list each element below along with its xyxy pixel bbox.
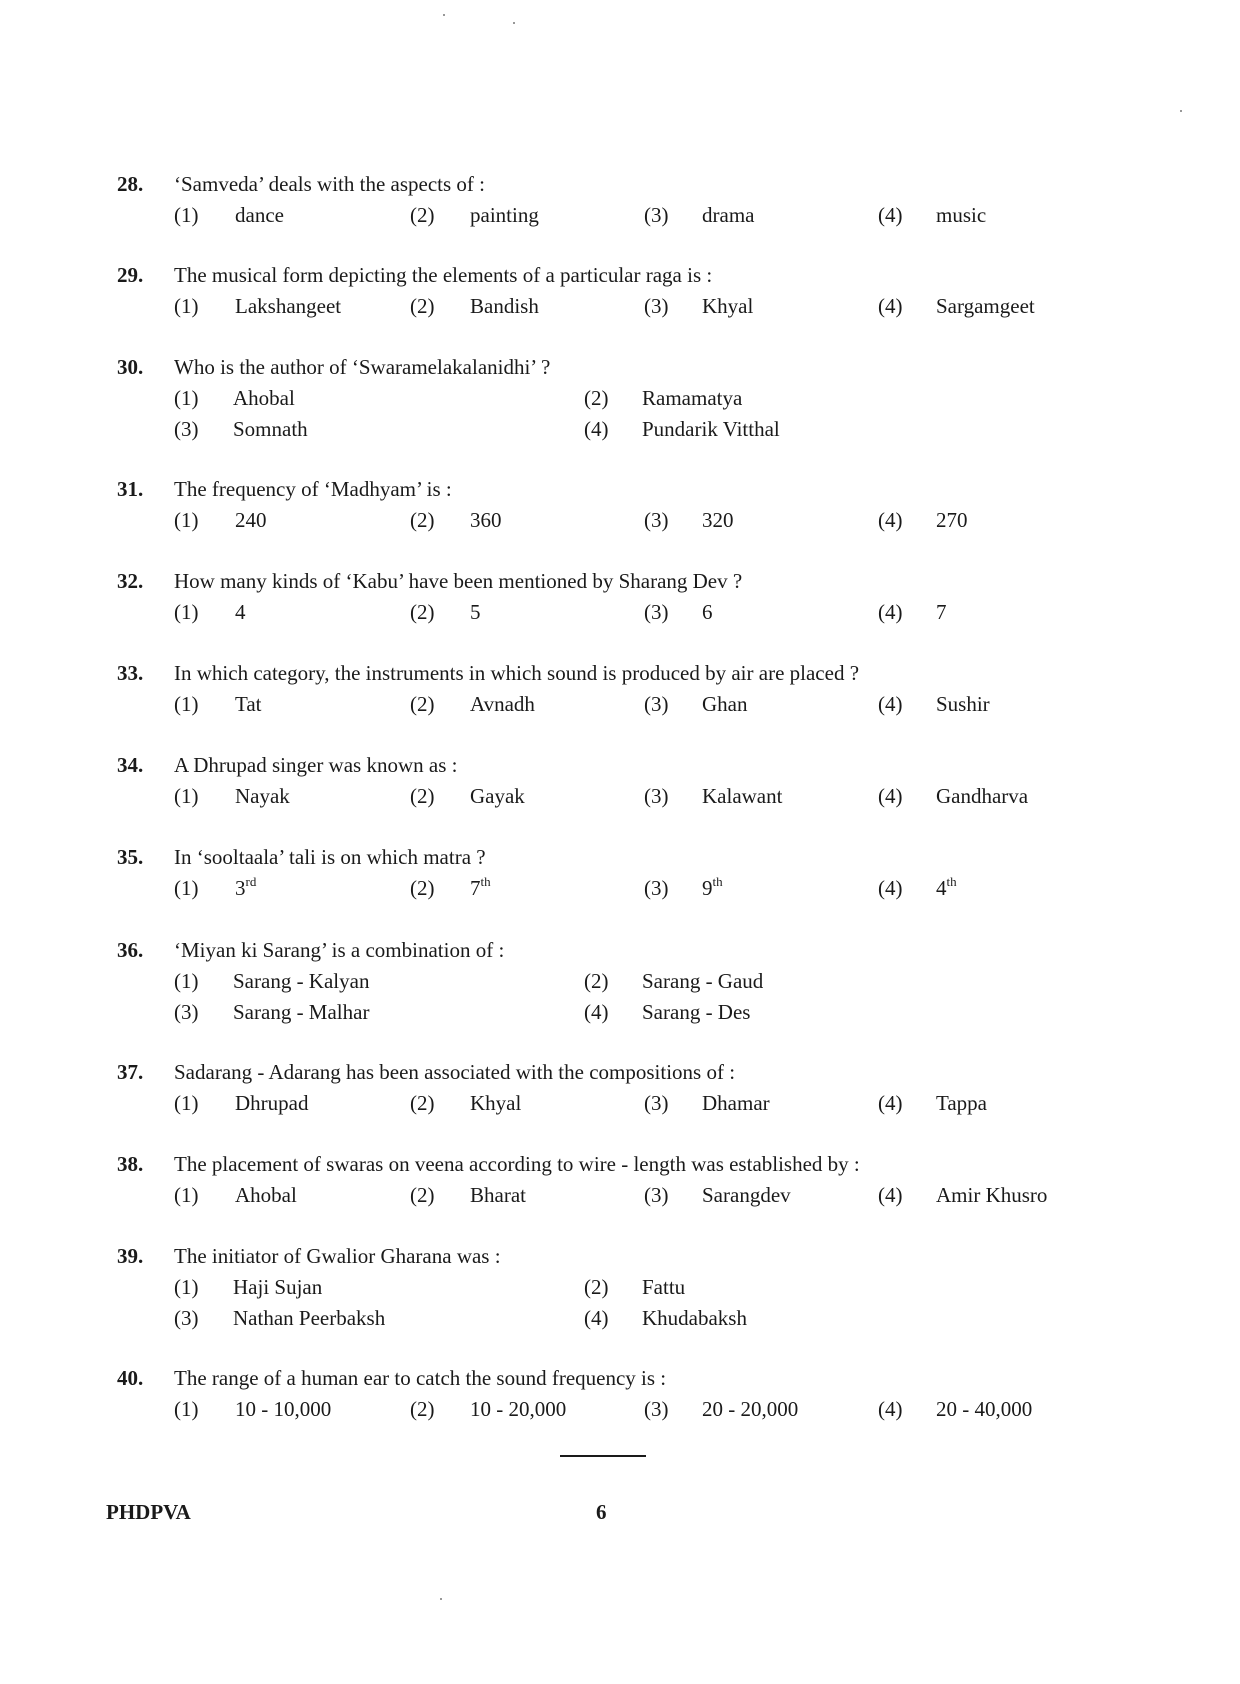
option-number: (1): [174, 1091, 199, 1115]
option-text: [235, 203, 284, 228]
option-value: Sarang - Des: [642, 1000, 751, 1024]
option-number: (4): [584, 417, 609, 441]
paper-code: PHDPVA: [106, 1500, 191, 1524]
option-number: (4): [584, 1000, 609, 1024]
option-text: [936, 784, 1028, 809]
option-value: Ahobal: [233, 386, 295, 410]
question-number: 34.: [117, 753, 144, 777]
question-number: 40.: [117, 1366, 144, 1390]
option-text: [702, 294, 753, 319]
option-text: [642, 386, 742, 411]
option-number: (3): [174, 417, 199, 441]
question-text: ‘Samveda’ deals with the aspects of :: [174, 172, 486, 196]
option-text: [470, 294, 539, 319]
option-value: Khyal: [470, 1091, 522, 1115]
option-text: [233, 1275, 322, 1300]
option-number: (4): [878, 1091, 903, 1115]
option-text: [702, 692, 748, 717]
option-text: [235, 508, 267, 533]
option-number: (4): [584, 1306, 609, 1330]
option-number: (2): [584, 1275, 609, 1299]
option-number: (4): [878, 294, 903, 318]
option-number: (2): [584, 969, 609, 993]
question-number: 28.: [117, 172, 144, 196]
option-text: [470, 1397, 566, 1422]
scan-speck: [513, 22, 515, 24]
option-value: 10 - 20,000: [470, 1397, 567, 1421]
option-text: [470, 508, 502, 533]
option-value: painting: [470, 203, 539, 227]
option-value: Somnath: [233, 417, 308, 441]
scan-speck: [1180, 110, 1182, 112]
question-number: 35.: [117, 845, 144, 869]
option-value: 270: [936, 508, 968, 532]
option-value: 240: [235, 508, 267, 532]
option-text: [702, 1091, 770, 1116]
option-text: [235, 294, 341, 319]
option-value: Dhrupad: [235, 1091, 309, 1115]
question: [0, 845, 1240, 915]
option-text: [235, 784, 290, 809]
option-number: (1): [174, 1275, 199, 1299]
option-text: [642, 417, 780, 442]
option-number: (4): [878, 876, 903, 900]
option-text: [470, 876, 491, 901]
option-text: [235, 1091, 308, 1116]
option-value: Sarang - Malhar: [233, 1000, 370, 1024]
option-number: (3): [644, 784, 669, 808]
option-value: 20 - 20,000: [702, 1397, 799, 1421]
option-text: [235, 876, 256, 901]
page-number: 6: [596, 1500, 607, 1524]
option-number: (2): [410, 294, 435, 318]
option-value: dance: [235, 203, 284, 227]
ordinal-suffix: th: [480, 874, 491, 889]
option-number: (2): [410, 1397, 435, 1421]
option-text: [936, 1397, 1032, 1422]
option-value: Bandish: [470, 294, 539, 318]
option-number: (2): [410, 784, 435, 808]
question-text: The frequency of ‘Madhyam’ is :: [174, 477, 452, 501]
option-number: (1): [174, 876, 199, 900]
option-text: [936, 600, 947, 625]
option-text: [936, 203, 986, 228]
option-text: [642, 1275, 685, 1300]
question: [0, 1152, 1240, 1222]
option-text: [702, 1183, 791, 1208]
option-text: [936, 876, 957, 901]
option-value: Dhamar: [702, 1091, 770, 1115]
option-value: Gayak: [470, 784, 525, 808]
option-text: [936, 692, 990, 717]
option-number: (2): [584, 386, 609, 410]
question-text: Sadarang - Adarang has been associated with the compositions of :: [174, 1060, 736, 1084]
option-text: [702, 876, 723, 901]
option-value: 7: [936, 600, 947, 624]
option-text: [642, 1000, 750, 1025]
question-number: 29.: [117, 263, 144, 287]
question-text: ‘Miyan ki Sarang’ is a combination of :: [174, 938, 505, 962]
option-value: 9: [702, 876, 713, 900]
option-number: (3): [644, 1183, 669, 1207]
option-value: Sarangdev: [702, 1183, 791, 1207]
option-number: (1): [174, 784, 199, 808]
scan-speck: [443, 14, 445, 16]
question-text: The placement of swaras on veena according to wire - length was established by :: [174, 1152, 860, 1176]
question: [0, 938, 1240, 1024]
option-text: [936, 1091, 987, 1116]
option-text: [235, 1397, 331, 1422]
option-text: [233, 969, 369, 994]
option-value: Ghan: [702, 692, 748, 716]
option-number: (2): [410, 692, 435, 716]
option-value: Nathan Peerbaksh: [233, 1306, 386, 1330]
option-text: [702, 600, 713, 625]
question-number: 32.: [117, 569, 144, 593]
option-number: (1): [174, 294, 199, 318]
option-number: (3): [174, 1306, 199, 1330]
option-text: [470, 1091, 521, 1116]
option-number: (3): [644, 508, 669, 532]
question: [0, 1366, 1240, 1436]
option-text: [642, 1306, 747, 1331]
option-text: [235, 600, 246, 625]
ordinal-suffix: rd: [245, 874, 257, 889]
question: [0, 477, 1240, 547]
option-number: (4): [878, 1397, 903, 1421]
option-value: 6: [702, 600, 713, 624]
question-number: 38.: [117, 1152, 144, 1176]
option-number: (2): [410, 600, 435, 624]
question: [0, 355, 1240, 441]
question-number: 36.: [117, 938, 144, 962]
option-text: [235, 692, 262, 717]
option-value: music: [936, 203, 987, 227]
option-value: Sushir: [936, 692, 990, 716]
question-text: The initiator of Gwalior Gharana was :: [174, 1244, 501, 1268]
option-number: (1): [174, 969, 199, 993]
option-number: (3): [644, 203, 669, 227]
ordinal-suffix: th: [946, 874, 957, 889]
option-number: (1): [174, 692, 199, 716]
option-text: [470, 600, 481, 625]
option-number: (3): [644, 692, 669, 716]
option-number: (4): [878, 508, 903, 532]
question-text: A Dhrupad singer was known as :: [174, 753, 458, 777]
question-text: Who is the author of ‘Swaramelakalanidhi’ ?: [174, 355, 551, 379]
option-text: [233, 386, 295, 411]
option-value: Khyal: [702, 294, 754, 318]
question-number: 37.: [117, 1060, 144, 1084]
question: [0, 569, 1240, 639]
option-value: Lakshangeet: [235, 294, 342, 318]
option-value: drama: [702, 203, 755, 227]
option-text: [936, 1183, 1047, 1208]
question-number: 39.: [117, 1244, 144, 1268]
question-number: 31.: [117, 477, 144, 501]
end-divider: [560, 1455, 646, 1457]
option-value: 3: [235, 876, 246, 900]
option-number: (1): [174, 1397, 199, 1421]
option-number: (3): [174, 1000, 199, 1024]
option-value: Kalawant: [702, 784, 783, 808]
option-value: Nayak: [235, 784, 290, 808]
option-value: Sargamgeet: [936, 294, 1035, 318]
question: [0, 172, 1240, 242]
option-text: [936, 508, 968, 533]
ordinal-suffix: th: [712, 874, 723, 889]
option-number: (4): [878, 600, 903, 624]
option-number: (2): [410, 1183, 435, 1207]
option-text: [470, 692, 535, 717]
option-value: 4: [936, 876, 947, 900]
option-text: [470, 1183, 526, 1208]
option-value: Pundarik Vitthal: [642, 417, 780, 441]
option-text: [702, 508, 734, 533]
option-text: [233, 417, 308, 442]
option-number: (3): [644, 876, 669, 900]
option-text: [233, 1306, 385, 1331]
question-text: In ‘sooltaala’ tali is on which matra ?: [174, 845, 486, 869]
option-number: (1): [174, 508, 199, 532]
option-text: [233, 1000, 369, 1025]
option-value: Amir Khusro: [936, 1183, 1048, 1207]
option-number: (4): [878, 692, 903, 716]
option-number: (4): [878, 1183, 903, 1207]
option-number: (2): [410, 203, 435, 227]
option-value: Haji Sujan: [233, 1275, 323, 1299]
option-value: Khudabaksh: [642, 1306, 747, 1330]
option-value: Sarang - Kalyan: [233, 969, 370, 993]
option-text: [642, 969, 763, 994]
option-value: 7: [470, 876, 481, 900]
question-text: In which category, the instruments in which sound is produced by air are placed ?: [174, 661, 860, 685]
option-text: [470, 784, 525, 809]
question-text: The musical form depicting the elements of a particular raga is :: [174, 263, 713, 287]
option-number: (2): [410, 1091, 435, 1115]
option-text: [235, 1183, 297, 1208]
option-value: 5: [470, 600, 481, 624]
option-number: (1): [174, 600, 199, 624]
option-number: (3): [644, 600, 669, 624]
option-value: Tappa: [936, 1091, 988, 1115]
option-value: Fattu: [642, 1275, 686, 1299]
option-text: [702, 1397, 798, 1422]
option-number: (3): [644, 1397, 669, 1421]
option-value: Ahobal: [235, 1183, 297, 1207]
question: [0, 1244, 1240, 1330]
option-number: (3): [644, 294, 669, 318]
option-text: [702, 784, 782, 809]
option-value: 360: [470, 508, 502, 532]
option-number: (3): [644, 1091, 669, 1115]
option-value: Gandharva: [936, 784, 1029, 808]
option-value: 20 - 40,000: [936, 1397, 1033, 1421]
option-text: [936, 294, 1035, 319]
question: [0, 661, 1240, 731]
option-value: 4: [235, 600, 246, 624]
option-number: (1): [174, 203, 199, 227]
option-value: 320: [702, 508, 734, 532]
option-text: [470, 203, 539, 228]
option-value: 10 - 10,000: [235, 1397, 332, 1421]
option-value: Avnadh: [470, 692, 535, 716]
option-text: [702, 203, 754, 228]
option-number: (2): [410, 876, 435, 900]
option-value: Tat: [235, 692, 262, 716]
question: [0, 1060, 1240, 1130]
option-value: Sarang - Gaud: [642, 969, 764, 993]
option-value: Ramamatya: [642, 386, 743, 410]
option-number: (4): [878, 784, 903, 808]
option-value: Bharat: [470, 1183, 526, 1207]
option-number: (1): [174, 386, 199, 410]
question-number: 30.: [117, 355, 144, 379]
question: [0, 753, 1240, 823]
scan-speck: [440, 1598, 442, 1600]
question: [0, 263, 1240, 333]
question-text: How many kinds of ‘Kabu’ have been mentioned by Sharang Dev ?: [174, 569, 743, 593]
option-number: (2): [410, 508, 435, 532]
option-number: (4): [878, 203, 903, 227]
option-number: (1): [174, 1183, 199, 1207]
question-text: The range of a human ear to catch the sound frequency is :: [174, 1366, 667, 1390]
question-number: 33.: [117, 661, 144, 685]
